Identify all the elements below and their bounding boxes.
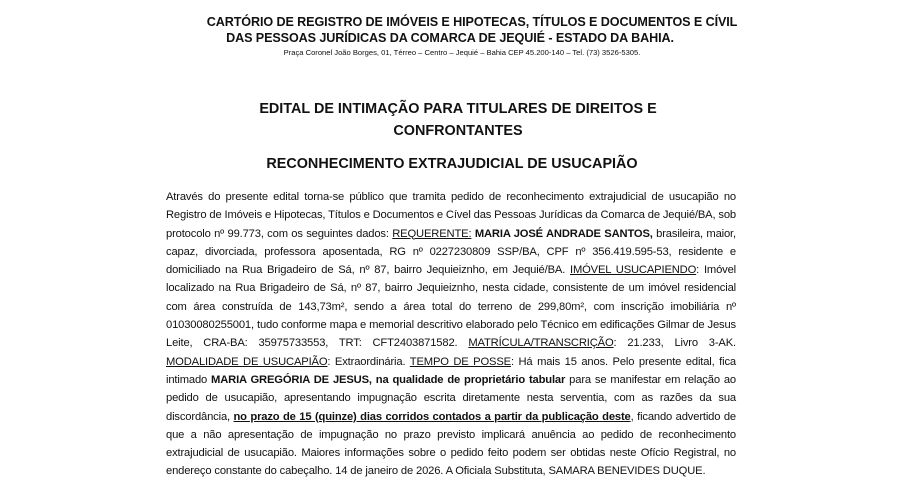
intimado-name: MARIA GREGÓRIA DE JESUS, na qualidade de proprietário tabular: [211, 373, 566, 386]
registry-address: Praça Coronel João Borges, 01, Térreo – Centro – Jequié – Bahia CEP 45.200-140 – Tel. (73) 3526-5305.: [283, 48, 641, 57]
document-header: [0, 14, 900, 58]
document-title: [8, 98, 900, 142]
body-intro: Através do presente edital torna-se público que tramita pedido de reconhecimento extrajudicial de usucapião no Registro de Imóveis e Hipotecas, Títulos e Documentos e Cível das Pessoas Jurídicas da Comarca de Jequié/BA, sob protocolo nº 99.773, com os seguintes dados:: [166, 191, 737, 240]
imovel-details: : Imóvel localizado na Rua Brigadeiro de Sá, nº 87, bairro Jequieiznho, nesta cidade, consistente de um imóvel residencial com área construída de 143,73m², sendo a área total do terreno de 299,80m², com inscrição imobiliária nº 01030080255001, tudo conforme mapa e memorial descritivo elaborado pelo Técnico em edificações Gilmar de Jesus Leite, CRA-BA: 35975733553, TRT: CFT2403871582.: [166, 264, 736, 350]
modalidade-value: : Extraordinária.: [327, 355, 410, 368]
tempo-posse-label: TEMPO DE POSSE: [409, 355, 511, 368]
modalidade-label: MODALIDADE DE USUCAPIÃO: [166, 355, 328, 368]
matricula-label: MATRÍCULA/TRANSCRIÇÃO: [468, 337, 614, 350]
requerente-label: REQUERENTE:: [392, 227, 472, 240]
title-line1: EDITAL DE INTIMAÇÃO PARA TITULARES DE DIREITOS E: [259, 101, 657, 117]
prazo-notice: no prazo de 15 (quinze) dias corridos contados a partir da publicação deste: [233, 410, 631, 423]
tempo-posse-value: : Há mais 15 anos. Pelo presente edital, fica intimado: [166, 355, 736, 386]
requerente-details: brasileira, maior, capaz, divorciada, professora aposentada, RG nº 0227230809 SSP/BA, CPF nº 356.419.595-53, residente e domiciliado na Rua Brigadeiro de Sá, nº 87, bairro Jequieiznho, em Jequié/BA.: [166, 227, 736, 277]
matricula-value: : 21.233, Livro 3-AK.: [613, 337, 737, 350]
intimacao-text: para se manifestar em relação ao pedido de usucapião, apresentando impugnação escrita diretamente nesta serventia, com as razões da sua discordância,: [166, 373, 736, 423]
registry-name-line2: DAS PESSOAS JURÍDICAS DA COMARCA DE JEQUIÉ - ESTADO DA BAHIA.: [226, 31, 674, 45]
document-subtitle: RECONHECIMENTO EXTRAJUDICIAL DE USUCAPIÃO: [266, 156, 638, 172]
edital-body: [166, 188, 736, 481]
imovel-label: IMÓVEL USUCAPIENDO: [569, 264, 697, 277]
document-title-block: [0, 98, 900, 174]
closing-text: , ficando advertido de que a não apresentação de impugnação no prazo previsto implicará anuência ao pedido de reconhecimento extrajudicial de usucapião. Maiores informações sobre o pedido feito podem ser obtidas neste Ofício Registral, no endereço constante do cabeçalho. 14 de janeiro de 2026. A Oficiala Substituta, SAMARA BENEVIDES DUQUE.: [166, 410, 736, 478]
title-line2: CONFRONTANTES: [393, 123, 523, 139]
registry-name-line1: CARTÓRIO DE REGISTRO DE IMÓVEIS E HIPOTECAS, TÍTULOS E DOCUMENTOS E CÍVIL: [206, 15, 738, 29]
requerente-name: MARIA JOSÉ ANDRADE SANTOS,: [471, 227, 653, 240]
